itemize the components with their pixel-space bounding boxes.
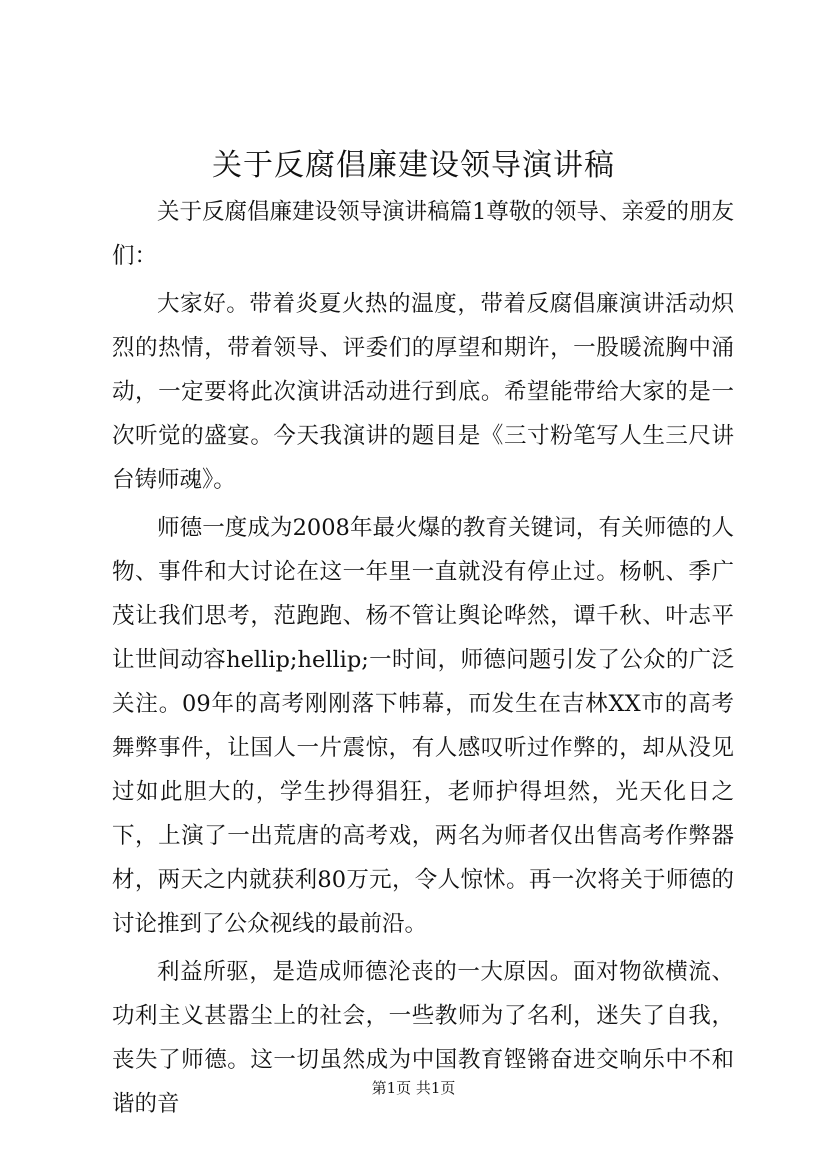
document-title: 关于反腐倡廉建设领导演讲稿 [212,148,615,183]
paragraph-1: 关于反腐倡廉建设领导演讲稿篇1尊敬的领导、亲爱的朋友们： [112,199,734,269]
paragraph-2: 大家好。带着炎夏火热的温度，带着反腐倡廉演讲活动炽烈的热情，带着领导、评委们的厚望和期许，一股暖流胸中涌动，一定要将此次演讲活动进行到底。希望能带给大家的是一次听觉的盛宴。今天我演讲的题目是《三寸粉笔写人生三尺讲台铸师魂》。 [112,291,734,493]
paragraph-4: 利益所驱，是造成师德沦丧的一大原因。面对物欲横流、功利主义甚嚣尘上的社会，一些教师为了名利，迷失了自我，丧失了师德。这一切虽然成为中国教育铿锵奋进交响乐中不和谐的音 [112,959,734,1117]
paragraph-3: 师德一度成为2008年最火爆的教育关键词，有关师德的人物、事件和大讨论在这一年里一直就没有停止过。杨帆、季广茂让我们思考，范跑跑、杨不管让舆论哗然，谭千秋、叶志平让世间动容hellip;hellip;一时间，师德问题引发了公众的广泛关注。09年的高考刚刚落下帏幕，而发生在吉林XX市的高考舞弊事件，让国人一片震惊，有人感叹听过作弊的，却从没见过如此胆大的，学生抄得猖狂，老师护得坦然，光天化日之下，上演了一出荒唐的高考戏，两名为师者仅出售高考作弊器材，两天之内就获利80万元，令人惊怵。再一次将关于师德的讨论推到了公众视线的最前沿。 [112,515,734,937]
document-body [112,190,734,1130]
page-footer: 第1页 共1页 [371,1079,456,1097]
